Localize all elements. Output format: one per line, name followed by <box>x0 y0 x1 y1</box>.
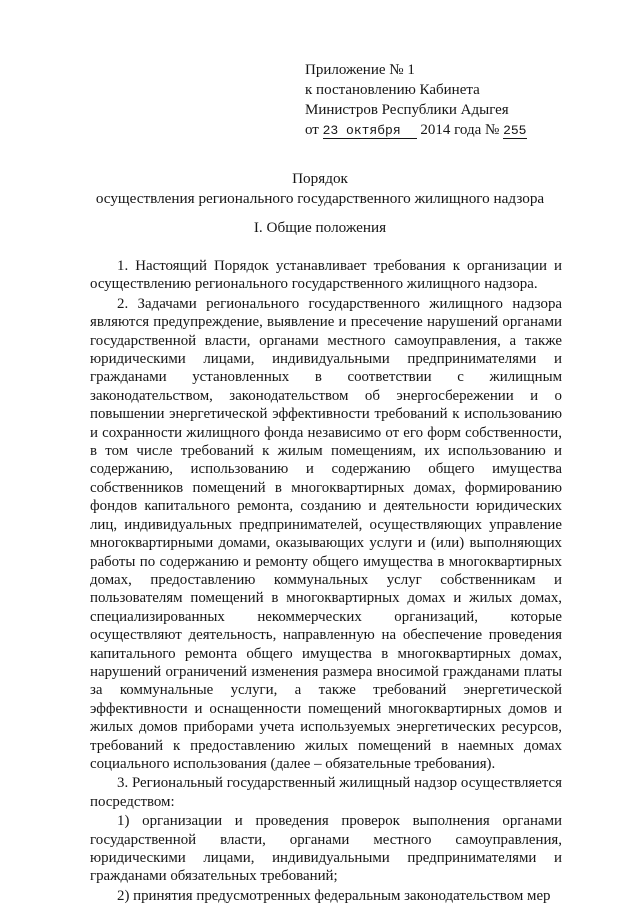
document-number: 255 <box>503 123 527 138</box>
appendix-reference: к постановлению Кабинета <box>305 82 480 98</box>
date-value: 23 октября <box>323 123 417 139</box>
title-main: Порядок <box>292 170 348 187</box>
appendix-date-line <box>305 120 605 140</box>
paragraph: 2. Задачами регионального государственного жилищного надзора являются предупреждение, выявление и пресечение нарушений органами государственной власти, органами местного самоуправления, а также юридическими лицами, индивидуальными предпринимателями и гражданами установленных в соответствии с жилищным законодательством, законодательством об энергосбережении и о повышении энергетической эффективности требований к использованию и сохранности жилищного фонда независимо от его форм собственности, в том числе требований к жилым помещениям, их использованию и содержанию, использованию и содержанию общего имущества собственников помещений в многоквартирных домах, формированию фондов капитального ремонта, созданию и деятельности юридических лиц, индивидуальных предпринимателей, осуществляющих управление многоквартирными домами, оказывающих услуги и (или) выполняющих работы по содержанию и ремонту общего имущества в многоквартирных домах, предоставлению коммунальных услуг собственникам и пользователям помещений в многоквартирных домах и жилых домах, специализированных некоммерческих организаций, которые осуществляют деятельность, направленную на обеспечение проведения капитального ремонта общего имущества в многоквартирных домах, нарушений ограничений изменения размера вносимой гражданами платы за коммунальные услуги, а также требований энергетической эффективности и оснащенности помещений многоквартирных домов и жилых домов приборами учета используемых энергетических ресурсов, требований к предоставлению жилых помещений в наемных домах социального использования (далее – обязательные требования). <box>90 295 562 772</box>
appendix-issuer: Министров Республики Адыгея <box>305 102 509 118</box>
document-title <box>60 169 580 209</box>
date-prefix: от <box>305 122 319 138</box>
paragraph: 2) принятия предусмотренных федеральным законодательством мер <box>117 887 551 904</box>
paragraph: 1. Настоящий Порядок устанавливает требования к организации и осуществлению регионального государственного жилищного надзора. <box>90 258 562 293</box>
year-text: 2014 года № <box>420 122 500 138</box>
paragraph: 3. Региональный государственный жилищный надзор осуществляется посредством: <box>90 775 562 810</box>
paragraph: 1) организации и проведения проверок выполнения органами государственной власти, органами местного самоуправления, юридическими лицами, индивидуальными предпринимателями и гражданами обязательных требований; <box>90 813 562 885</box>
document-body <box>90 257 562 905</box>
title-subtitle: осуществления регионального государственного жилищного надзора <box>95 190 545 207</box>
appendix-number: Приложение № 1 <box>305 62 415 78</box>
section-heading: I. Общие положения <box>253 219 387 236</box>
appendix-header <box>305 60 605 140</box>
